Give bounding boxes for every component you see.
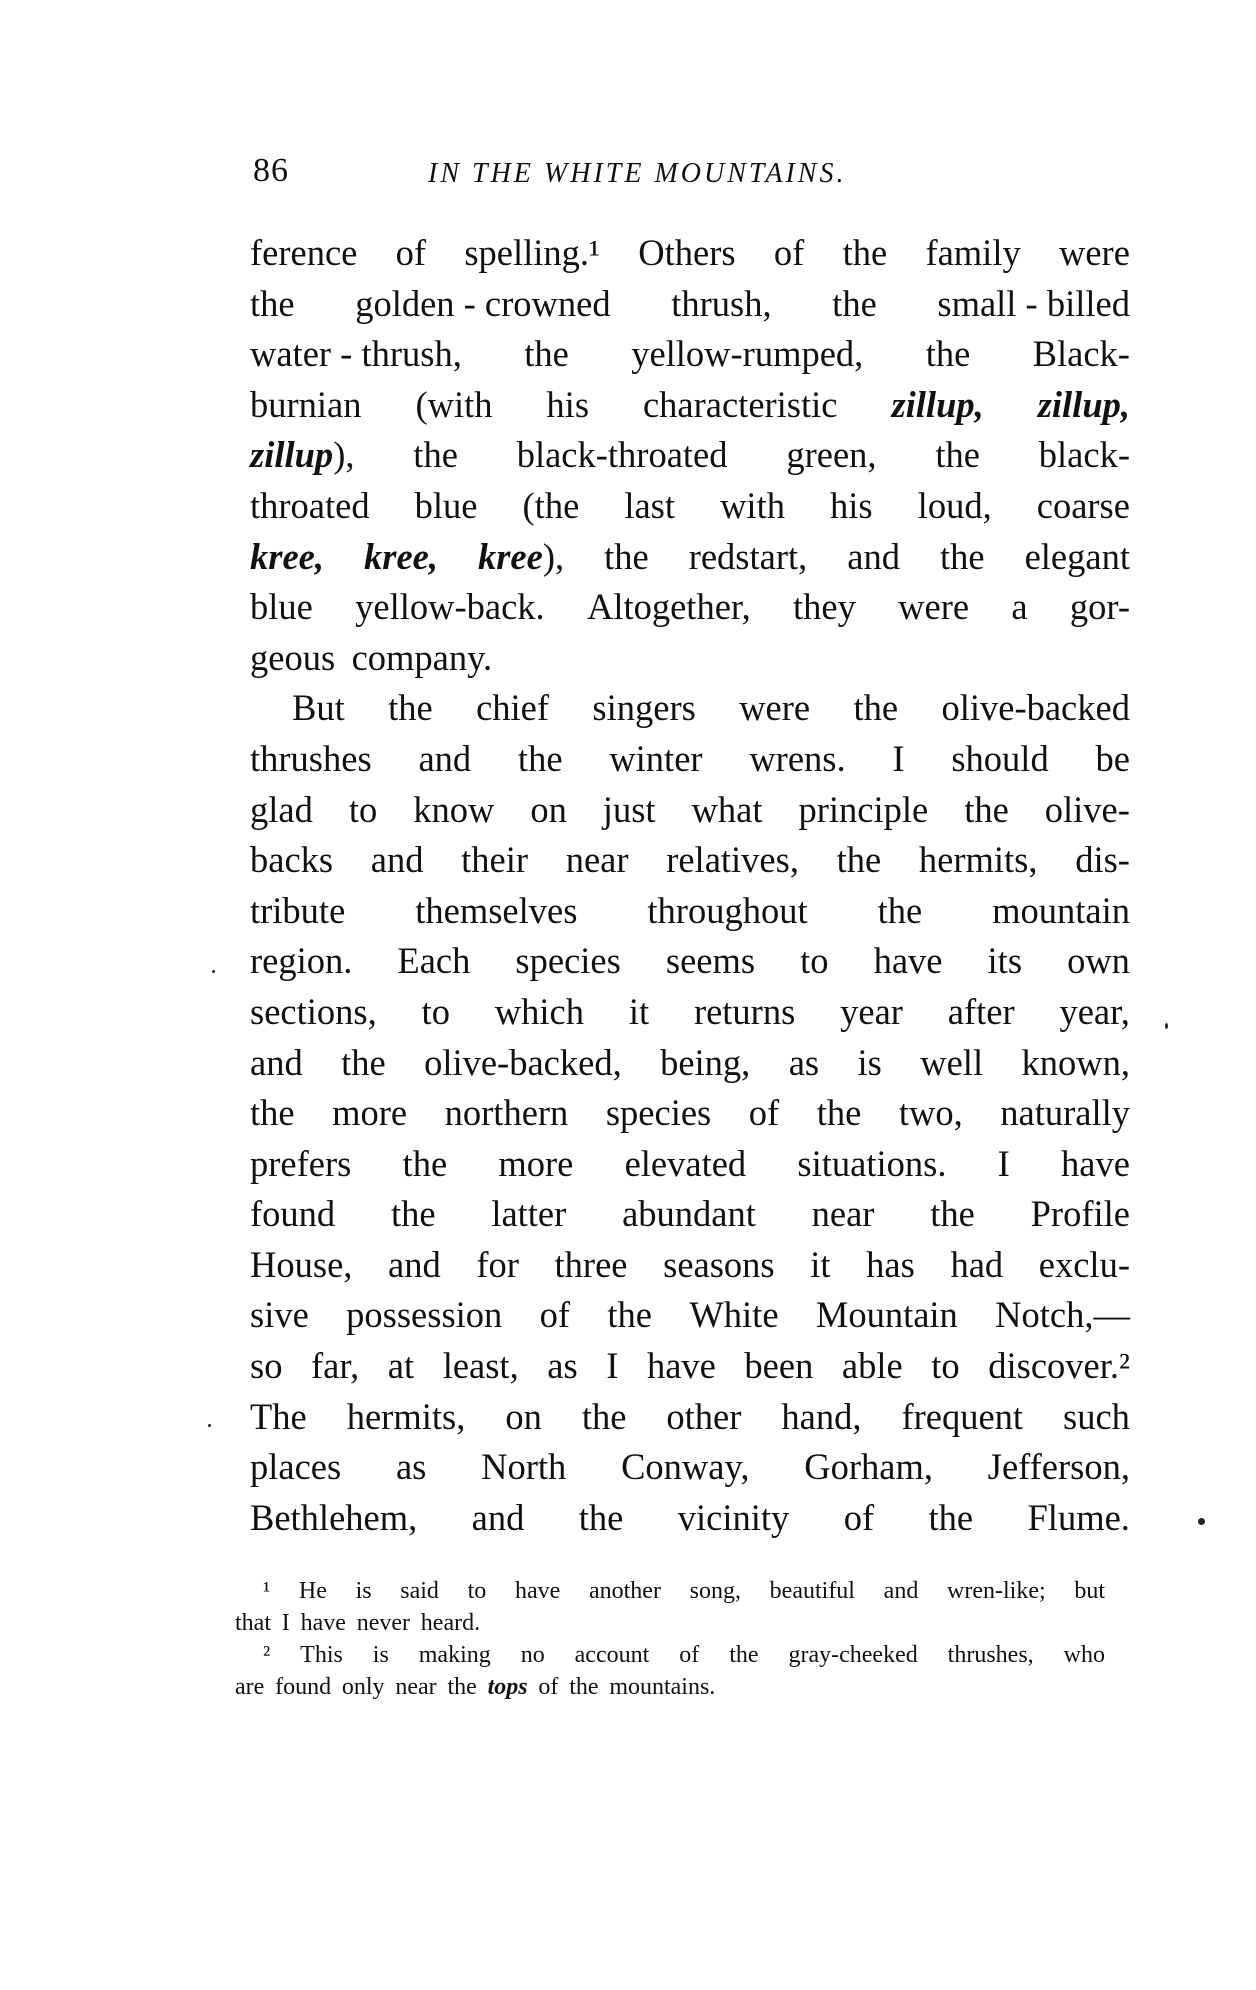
word: the	[604, 535, 649, 577]
word: were	[1059, 232, 1130, 273]
word: situations.	[797, 1142, 947, 1184]
word: be	[1095, 737, 1130, 779]
word: relatives,	[666, 839, 799, 881]
word: spelling.¹	[464, 232, 600, 273]
text-line	[250, 1240, 1130, 1291]
footnote-line	[235, 1575, 1105, 1607]
word: of	[748, 1092, 780, 1134]
word: kree),	[477, 535, 565, 577]
word: found	[250, 1193, 336, 1235]
word: throated	[250, 484, 370, 526]
word: prefers	[250, 1142, 352, 1184]
word: Notch,—	[995, 1294, 1130, 1336]
word: were	[739, 687, 811, 729]
text-line	[250, 228, 1130, 279]
word: the	[816, 1092, 862, 1134]
word: singers	[592, 687, 696, 729]
word: and	[847, 535, 900, 577]
word: were	[898, 586, 970, 628]
word: but	[1074, 1578, 1105, 1604]
word: species	[605, 1092, 712, 1134]
page-header	[253, 152, 1133, 202]
word: olive-backed,	[424, 1041, 622, 1083]
word: account	[574, 1642, 650, 1668]
word: of	[773, 232, 805, 273]
word: redstart,	[688, 535, 808, 577]
text-line	[250, 1341, 1130, 1392]
word: black-	[1038, 434, 1130, 476]
word: two,	[898, 1092, 963, 1134]
word: and	[388, 1243, 441, 1285]
word: to	[348, 788, 378, 830]
word: water - thrush,	[250, 333, 462, 375]
word: known,	[1021, 1041, 1130, 1083]
word: the	[578, 1496, 624, 1538]
word: on	[530, 788, 567, 830]
word: mountain	[992, 889, 1130, 931]
word: the	[729, 1642, 759, 1668]
word: no	[520, 1642, 545, 1668]
text-line	[250, 886, 1130, 937]
word: a	[1011, 586, 1028, 628]
word: region.	[250, 940, 353, 982]
word: green,	[786, 434, 877, 476]
word: have	[646, 1345, 716, 1387]
word: the	[928, 1496, 974, 1538]
word: characteristic	[642, 383, 838, 425]
text-line	[250, 734, 1130, 785]
word: and	[250, 1041, 303, 1083]
word: ¹	[263, 1578, 271, 1604]
word: heard.	[420, 1610, 481, 1636]
word: hermits,	[346, 1395, 466, 1437]
word: zillup),	[250, 434, 355, 476]
word: the	[447, 1674, 477, 1700]
footnote-line	[235, 1639, 1105, 1671]
word: Conway,	[621, 1446, 750, 1488]
word: discover.²	[988, 1345, 1130, 1387]
text-line	[250, 582, 1130, 633]
text-line	[250, 1290, 1130, 1341]
word: latter	[491, 1193, 567, 1235]
word: is	[372, 1642, 389, 1668]
word: should	[951, 737, 1049, 779]
word: the	[842, 232, 888, 273]
text-line	[250, 683, 1130, 734]
word: as	[547, 1345, 578, 1387]
word: thrushes	[250, 737, 372, 779]
word: This	[300, 1642, 343, 1668]
word: ference	[250, 232, 358, 273]
word: who	[1063, 1642, 1105, 1668]
text-line	[250, 835, 1130, 886]
text-line	[250, 987, 1130, 1038]
word: company.	[351, 636, 493, 678]
word: But	[292, 687, 345, 729]
footnote-line	[235, 1607, 1105, 1639]
word: are	[235, 1674, 265, 1700]
word: know	[413, 788, 495, 830]
word: places	[250, 1446, 342, 1488]
text-line	[250, 532, 1130, 583]
word: the	[581, 1395, 627, 1437]
word: the	[925, 333, 971, 375]
word: and	[471, 1496, 525, 1538]
word: winter	[609, 737, 703, 779]
word: it	[628, 990, 650, 1032]
word: its	[987, 940, 1023, 982]
word: hand,	[781, 1395, 862, 1437]
word: such	[1063, 1395, 1130, 1437]
word: yellow-rumped,	[631, 333, 864, 375]
word: only	[341, 1674, 385, 1700]
text-line	[250, 936, 1130, 987]
word: Jefferson,	[987, 1446, 1130, 1488]
word: vicinity	[677, 1496, 790, 1538]
word: glad	[250, 788, 313, 830]
word: near	[811, 1193, 875, 1235]
word: Bethlehem,	[250, 1496, 418, 1538]
scan-speck	[1198, 1518, 1205, 1525]
word: they	[793, 586, 856, 628]
word: northern	[444, 1092, 569, 1134]
word: loud,	[917, 484, 992, 526]
word: North	[481, 1446, 567, 1488]
word: near	[565, 839, 629, 881]
word: gray-cheeked	[788, 1642, 918, 1668]
word: is	[355, 1578, 372, 1604]
word: the	[524, 333, 569, 375]
word: on	[505, 1395, 542, 1437]
word: least,	[442, 1345, 519, 1387]
word: for	[476, 1243, 519, 1285]
word: possession	[346, 1294, 503, 1336]
word: and	[418, 737, 472, 779]
word: his	[546, 383, 590, 425]
word: more	[332, 1092, 408, 1134]
word: their	[461, 839, 529, 881]
word: as	[788, 1041, 820, 1083]
word: elevated	[624, 1142, 747, 1184]
word: with	[720, 484, 785, 526]
word: after	[947, 990, 1015, 1032]
word: wren-like;	[947, 1578, 1046, 1604]
word: the	[402, 1142, 448, 1184]
text-line	[250, 1038, 1130, 1089]
word: yellow-back.	[355, 586, 545, 628]
word: what	[691, 788, 763, 830]
word: tops	[487, 1674, 528, 1700]
word: and	[883, 1578, 919, 1604]
word: mountains.	[609, 1674, 716, 1700]
word: to	[467, 1578, 487, 1604]
word: found	[275, 1674, 332, 1700]
word: thrushes,	[947, 1642, 1034, 1668]
word: the	[607, 1294, 652, 1336]
word: Gorham,	[804, 1446, 933, 1488]
word: tribute	[250, 889, 346, 931]
word: golden - crowned	[355, 282, 611, 324]
word: at	[387, 1345, 415, 1387]
word: of	[539, 1294, 571, 1336]
word: black-throated	[516, 434, 728, 476]
word: Others	[638, 232, 736, 273]
word: small - billed	[937, 282, 1130, 324]
word: to	[931, 1345, 960, 1387]
word: able	[841, 1345, 903, 1387]
word: The	[250, 1395, 307, 1437]
word: abundant	[622, 1193, 756, 1235]
word: as	[395, 1446, 427, 1488]
word: seasons	[663, 1243, 775, 1285]
word: have	[873, 940, 943, 982]
word: beautiful	[769, 1578, 855, 1604]
word: kree,	[363, 535, 438, 577]
word: which	[494, 990, 584, 1032]
word: Mountain	[815, 1294, 958, 1336]
word: three	[554, 1243, 628, 1285]
word: burnian	[250, 383, 362, 425]
word: wrens.	[749, 737, 846, 779]
word: House,	[250, 1243, 353, 1285]
word: his	[830, 484, 873, 526]
word: sections,	[250, 990, 377, 1032]
word: well	[920, 1041, 984, 1083]
word: another	[588, 1578, 661, 1604]
word: gor-	[1069, 586, 1130, 628]
word: ²	[263, 1642, 271, 1668]
word: other	[666, 1395, 742, 1437]
word: I	[892, 737, 905, 779]
word: exclu-	[1038, 1243, 1130, 1285]
word: the	[939, 535, 985, 577]
word: thrush,	[671, 282, 772, 324]
word: the	[517, 737, 563, 779]
word: the	[413, 434, 458, 476]
word: have	[514, 1578, 561, 1604]
footnotes	[235, 1575, 1105, 1703]
word: have	[1061, 1142, 1130, 1184]
word: olive-backed	[941, 687, 1130, 729]
word: sive	[250, 1294, 309, 1336]
word: song,	[689, 1578, 741, 1604]
word: that	[235, 1610, 271, 1636]
page-number: 86	[253, 152, 289, 189]
text-line	[250, 633, 1130, 684]
word: frequent	[901, 1395, 1024, 1437]
running-head: IN THE WHITE MOUNTAINS.	[428, 158, 847, 189]
word: and	[370, 839, 424, 881]
word: I	[606, 1345, 619, 1387]
text-line	[250, 1493, 1130, 1544]
word: coarse	[1036, 484, 1130, 526]
word: olive-	[1044, 788, 1130, 830]
word: have	[300, 1610, 346, 1636]
word: chief	[476, 687, 550, 729]
word: of	[395, 232, 427, 273]
word: said	[400, 1578, 439, 1604]
scan-speck	[1165, 1023, 1168, 1029]
word: so	[250, 1345, 283, 1387]
text-line	[250, 785, 1130, 836]
word: Each	[397, 940, 471, 982]
text-line	[250, 380, 1130, 431]
word: the	[930, 1193, 975, 1235]
word: has	[866, 1243, 915, 1285]
word: had	[950, 1243, 1004, 1285]
word: the	[964, 788, 1009, 830]
word: White	[689, 1294, 779, 1336]
word: near	[395, 1674, 437, 1700]
word: (the	[522, 484, 580, 526]
word: of	[679, 1642, 700, 1668]
word: backs	[250, 839, 334, 881]
word: geous	[250, 636, 336, 678]
word: I	[997, 1142, 1010, 1184]
scan-speck	[212, 970, 215, 973]
word: the	[853, 687, 899, 729]
word: more	[498, 1142, 574, 1184]
word: returns	[693, 990, 796, 1032]
word: the	[250, 282, 295, 324]
footnote-line	[235, 1671, 1105, 1703]
word: own	[1067, 940, 1130, 982]
text-line	[250, 1088, 1130, 1139]
text-line	[250, 481, 1130, 532]
word: species	[515, 940, 621, 982]
word: the	[250, 1092, 295, 1134]
word: the	[935, 434, 980, 476]
word: of	[843, 1496, 875, 1538]
word: Altogether,	[586, 586, 751, 628]
word: last	[624, 484, 676, 526]
word: far,	[311, 1345, 360, 1387]
word: the	[877, 889, 923, 931]
word: of	[538, 1674, 559, 1700]
word: seems	[665, 940, 756, 982]
word: Black-	[1032, 333, 1130, 375]
word: blue	[250, 586, 313, 628]
text-line	[250, 1392, 1130, 1443]
word: is	[857, 1041, 882, 1083]
word: been	[744, 1345, 814, 1387]
text-line	[250, 1189, 1130, 1240]
text-line	[250, 1442, 1130, 1493]
word: naturally	[1000, 1092, 1130, 1134]
text-line	[250, 430, 1130, 481]
word: dis-	[1075, 839, 1130, 881]
word: Flume.	[1027, 1496, 1130, 1538]
word: kree,	[250, 535, 324, 577]
word: year,	[1059, 990, 1130, 1032]
word: zillup,	[891, 383, 984, 425]
word: throughout	[647, 889, 808, 931]
word: the	[569, 1674, 599, 1700]
word: hermits,	[918, 839, 1038, 881]
text-line	[250, 1139, 1130, 1190]
text-line	[250, 279, 1130, 330]
word: I	[281, 1610, 290, 1636]
word: family	[925, 232, 1021, 273]
word: never	[356, 1610, 410, 1636]
word: He	[298, 1578, 327, 1604]
word: the	[832, 282, 877, 324]
word: elegant	[1024, 535, 1130, 577]
word: the	[388, 687, 433, 729]
word: zillup,	[1037, 383, 1130, 425]
word: Profile	[1030, 1193, 1130, 1235]
text-line	[250, 329, 1130, 380]
word: being,	[660, 1041, 751, 1083]
word: the	[341, 1041, 386, 1083]
word: blue	[414, 484, 478, 526]
word: principle	[798, 788, 929, 830]
word: year	[840, 990, 903, 1032]
word: to	[421, 990, 450, 1032]
word: the	[390, 1193, 436, 1235]
word: (with	[415, 383, 493, 425]
word: it	[810, 1243, 831, 1285]
word: the	[836, 839, 882, 881]
body-text	[250, 228, 1130, 1543]
word: to	[800, 940, 829, 982]
word: themselves	[415, 889, 578, 931]
word: just	[602, 788, 656, 830]
word: making	[418, 1642, 491, 1668]
scan-speck	[208, 1424, 211, 1427]
